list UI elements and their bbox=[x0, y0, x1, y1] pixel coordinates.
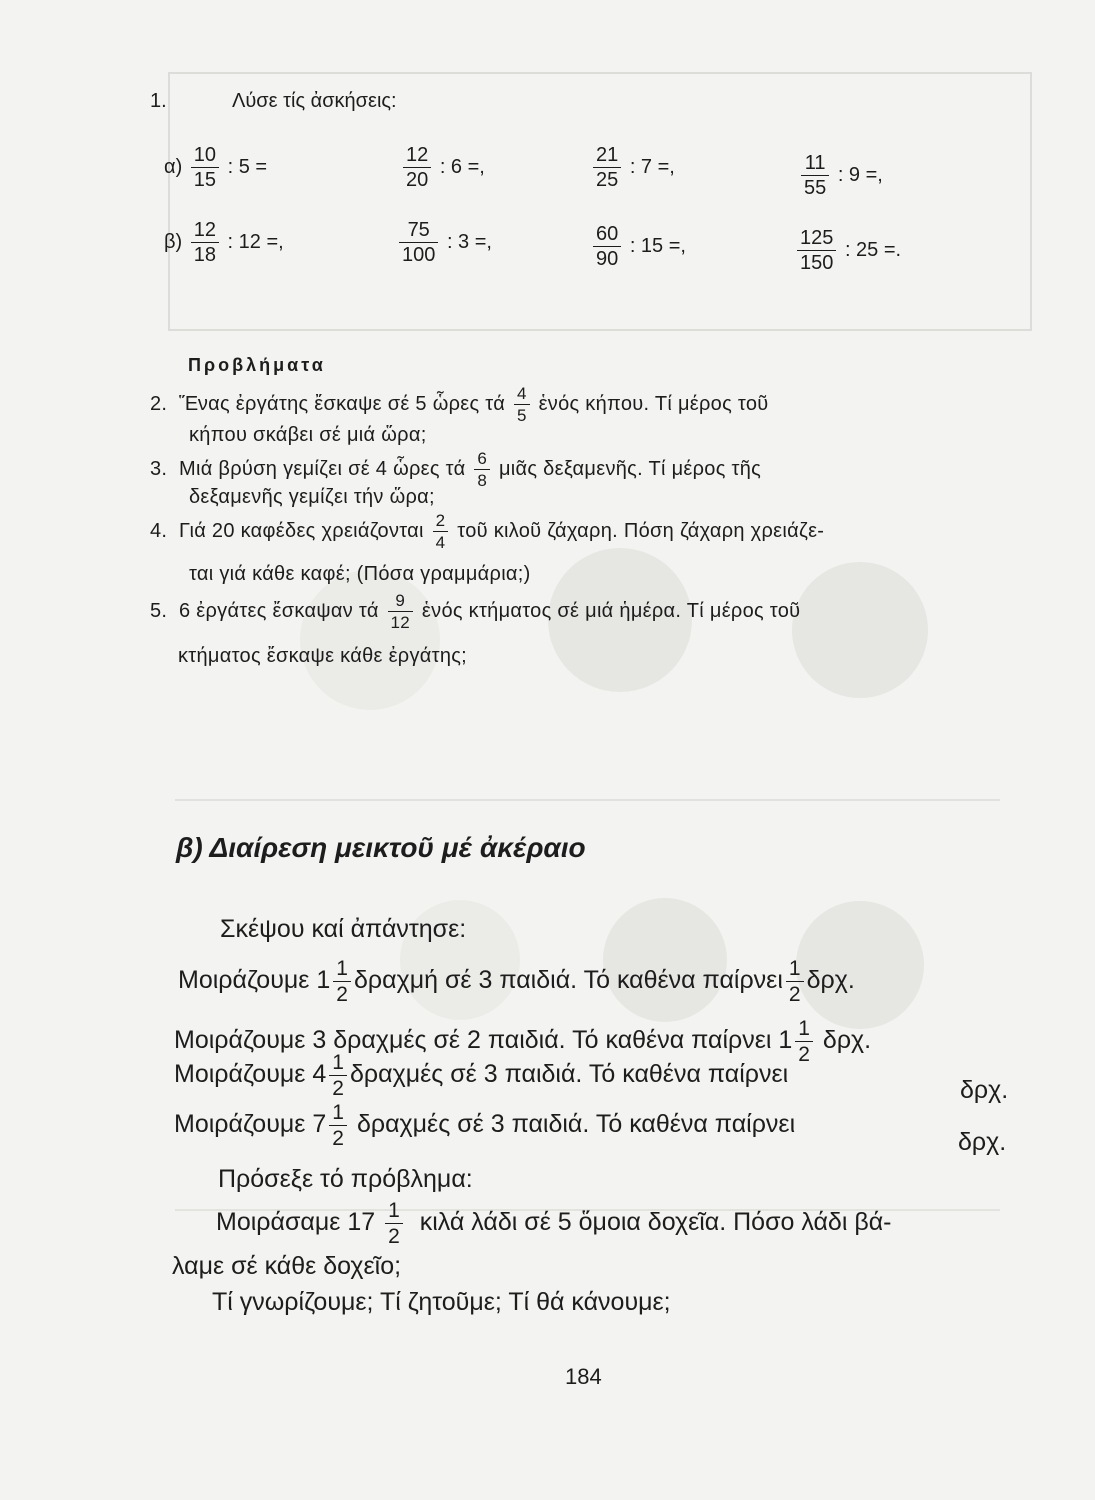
mixed-division-line-2: Μοιράζουμε 3 δραχμές σέ 2 παιδιά. Τό καθένα παίρνει 1 $\frac{1}{2}$ δρχ. bbox=[174, 1017, 872, 1066]
fraction: $\frac{6}{8}$ bbox=[474, 450, 490, 489]
answer-unit: δρχ. bbox=[958, 1128, 1007, 1156]
problems-title: Προβλήματα bbox=[188, 355, 326, 375]
answer-unit: δρχ. bbox=[960, 1076, 1009, 1104]
exercise-item: $\frac{12}{20}$ : 6 =, bbox=[400, 145, 485, 190]
problem-4: 4. Γιά 20 καφέδες χρειάζονται $\frac{2}{4}$ τοῦ κιλοῦ ζάχαρη. Πόση ζάχαρη χρειάζε- bbox=[150, 511, 825, 552]
oil-problem: Μοιράσαμε 17 $\frac{1}{2}$ κιλά λάδι σέ 5 ὅμοια δοχεῖα. Πόσο λάδι βά- bbox=[216, 1199, 892, 1248]
section-title: β) Διαίρεση μεικτοῦ μέ ἀκέραιο bbox=[176, 832, 586, 863]
exercise-item: $\frac{21}{25}$ : 7 =, bbox=[590, 145, 675, 190]
attention-prompt: Πρόσεξε τό πρόβλημα: bbox=[218, 1165, 473, 1193]
row-label: β) bbox=[164, 230, 183, 253]
guiding-questions: Τί γνωρίζουμε; Τί ζητοῦμε; Τί θά κάνουμε; bbox=[212, 1288, 671, 1316]
exercise-instruction: Λύσε τίς ἀσκήσεις: bbox=[232, 90, 397, 112]
think-prompt: Σκέψου καί ἀπάντησε: bbox=[220, 915, 467, 943]
exercise-row-a: α) $\frac{10}{15}$ : 5 = bbox=[164, 144, 268, 191]
exercise-item: $\frac{60}{90}$ : 15 =, bbox=[590, 224, 686, 269]
problem-5: 5. 6 ἐργάτες ἔσκαψαν τά $\frac{9}{12}$ ἑνός κτήματος σέ μιά ἡμέρα. Τί μέρος τοῦ bbox=[150, 591, 801, 632]
row-label: α) bbox=[164, 155, 183, 178]
fraction: $\frac{9}{12}$ bbox=[388, 592, 414, 631]
problem-4-line2: ται γιά κάθε καφέ; (Πόσα γραμμάρια;) bbox=[189, 563, 531, 585]
mixed-division-line-3: Μοιράζουμε 4 $\frac{1}{2}$ δραχμές σέ 3 παιδιά. Τό καθένα παίρνει bbox=[174, 1051, 789, 1100]
fraction: $\frac{2}{4}$ bbox=[433, 512, 449, 551]
problem-5-line2: κτήματος ἔσκαψε κάθε ἐργάτης; bbox=[178, 645, 468, 667]
problem-3-line2: δεξαμενῆς γεμίζει τήν ὥρα; bbox=[189, 486, 435, 508]
fraction: $\frac{4}{5}$ bbox=[514, 385, 530, 424]
exercise-row-b: β) $\frac{12}{18}$ : 12 =, bbox=[164, 219, 284, 266]
problem-2-line2: κήπου σκάβει σέ μιά ὥρα; bbox=[189, 424, 427, 446]
exercise-number: 1. bbox=[150, 90, 167, 112]
mixed-division-line-1: Μοιράζουμε 1 $\frac{1}{2}$ δραχμή σέ 3 παιδιά. Τό καθένα παίρνει $\frac{1}{2}$ δρχ. bbox=[178, 957, 855, 1006]
oil-problem-line2: λαμε σέ κάθε δοχεῖο; bbox=[172, 1252, 402, 1280]
fraction: $\frac{10}{15}$ bbox=[191, 145, 219, 190]
problem-3: 3. Μιά βρύση γεμίζει σέ 4 ὧρες τά $\frac{6}{8}$ μιᾶς δεξαμενῆς. Τί μέρος τῆς bbox=[150, 449, 762, 490]
mixed-division-line-4: Μοιράζουμε 7 $\frac{1}{2}$ δραχμές σέ 3 παιδιά. Τό καθένα παίρνει bbox=[174, 1101, 796, 1150]
exercise-item: $\frac{11}{55}$ : 9 =, bbox=[798, 153, 883, 198]
exercise-item: $\frac{75}{100}$ : 3 =, bbox=[396, 220, 492, 265]
exercise-item: $\frac{125}{150}$ : 25 =. bbox=[794, 228, 901, 273]
problem-2: 2. Ἕνας ἐργάτης ἔσκαψε σέ 5 ὧρες τά $\frac{4}{5}$ ἑνός κήπου. Τί μέρος τοῦ bbox=[150, 384, 769, 425]
page-number: 184 bbox=[565, 1364, 602, 1389]
